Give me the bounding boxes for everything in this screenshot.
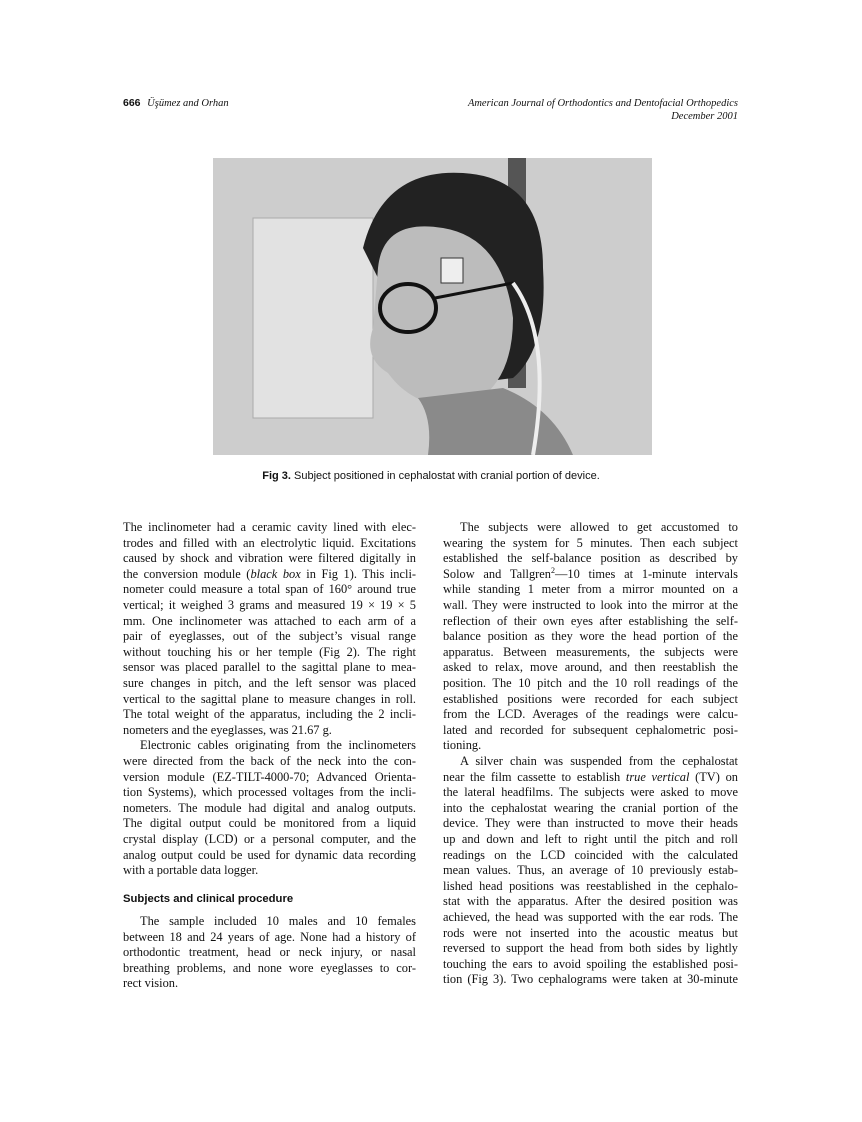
- text-line: [443, 893, 738, 909]
- text: Subjects and clinical procedure: [123, 893, 294, 905]
- figure-caption-text: Subject positioned in cephalostat with cranial portion of device.: [294, 470, 600, 482]
- text: device. They were than instructed to move their heads: [443, 816, 738, 830]
- text-line: [123, 753, 416, 769]
- text: wearing the system for 5 minutes. Then each subject: [443, 536, 738, 550]
- text-line: [123, 628, 416, 644]
- text-line: [443, 597, 738, 613]
- text-line: [443, 909, 738, 925]
- text: touching the ears to avoid spoiling the established posi-: [443, 957, 738, 971]
- text: stat with the apparatus. After the desired position was: [443, 894, 738, 908]
- text: reversed to support the head from both sides by lightly: [443, 941, 738, 955]
- text-line: [443, 862, 738, 878]
- text-line: [123, 847, 416, 863]
- text: without touching his or her temple (Fig 2). The right: [123, 645, 416, 659]
- text-line: [123, 691, 416, 707]
- text: reflection of their own eyes after establishing the self-: [443, 614, 738, 628]
- text: tioning.: [443, 738, 482, 752]
- text: (TV) on: [689, 770, 738, 784]
- text-line: [123, 581, 416, 597]
- film-cassette: [253, 218, 373, 418]
- text-line: [443, 847, 738, 863]
- text: mean values. Thus, an average of 10 previously estab-: [443, 863, 738, 877]
- text: readings on the LCD coincided with the calculated: [443, 848, 738, 862]
- text-line: [123, 519, 416, 535]
- text-line: [443, 550, 738, 566]
- text-line: [123, 975, 416, 991]
- text-line: [123, 831, 416, 847]
- reference-superscript: 2: [550, 565, 555, 575]
- text: crystal display (LCD) or a personal computer, and the: [123, 832, 416, 846]
- page-number: 666: [123, 97, 141, 109]
- text: Electronic cables originating from the inclinometers: [140, 738, 416, 752]
- text: asked to relax, move around, and then reestablish the: [443, 660, 738, 674]
- text-line: [123, 535, 416, 551]
- text-line: [123, 929, 416, 945]
- text: —10 times at 1-minute intervals: [554, 567, 739, 581]
- text: rect vision.: [123, 976, 179, 990]
- text-line: [443, 581, 738, 597]
- text-line: [123, 675, 416, 691]
- text-line: [123, 644, 416, 660]
- text-line: [123, 769, 416, 785]
- text: established positions were recorded for each subject: [443, 692, 738, 706]
- text-line: [123, 944, 416, 960]
- figure-label: Fig 3.: [262, 470, 291, 482]
- text-line: [123, 913, 416, 929]
- text-line: [123, 597, 416, 613]
- text-line: [123, 566, 416, 582]
- text: analog output could be used for dynamic data recording: [123, 848, 416, 862]
- text-line: [443, 644, 738, 660]
- text-line: [443, 519, 738, 535]
- text: breathing problems, and none wore eyeglasses to cor-: [123, 961, 416, 975]
- text-line: [123, 960, 416, 976]
- text-line: [443, 800, 738, 816]
- text-line: [443, 815, 738, 831]
- text-line: [123, 800, 416, 816]
- text: between 18 and 24 years of age. None had a history of: [123, 930, 416, 944]
- running-head-left: [123, 97, 229, 109]
- text-line: [443, 706, 738, 722]
- text-line: [123, 706, 416, 722]
- text: while standing 1 meter from a mirror mounted on a: [443, 582, 738, 596]
- text: The subjects were allowed to get accustomed to: [460, 520, 738, 534]
- text-line: [443, 675, 738, 691]
- text: trodes and filled with an electrolytic liquid. Excitations: [123, 536, 416, 550]
- text: nometers and the eyeglasses, was 21.67 g.: [123, 723, 332, 737]
- text-line: [123, 737, 416, 753]
- text: apparatus. Between measurements, the subjects were: [443, 645, 738, 659]
- text: lated and recorded for subsequent cephalometric posi-: [443, 723, 738, 737]
- text-line: [443, 784, 738, 800]
- figure-caption: [0, 470, 862, 482]
- text: tion Systems), which processed voltages from the incli-: [123, 785, 416, 799]
- text: the lateral headfilms. The subjects were asked to move: [443, 785, 738, 799]
- inclinometer: [441, 258, 463, 283]
- text-line: [443, 659, 738, 675]
- subject-photo-illustration: [213, 158, 652, 455]
- text-line: [443, 737, 738, 753]
- text: from the LCD. Averages of the readings were calcu-: [443, 707, 738, 721]
- text-line: [443, 831, 738, 847]
- text-line: [443, 971, 738, 987]
- text-line: [443, 613, 738, 629]
- text: established the self-balance position as described by: [443, 551, 738, 565]
- text-line: [443, 566, 738, 582]
- text: A silver chain was suspended from the cephalostat: [460, 754, 738, 768]
- section-heading: [123, 891, 416, 907]
- figure-3-photo: [213, 158, 652, 455]
- running-head-right: [468, 97, 738, 123]
- text-line: [123, 815, 416, 831]
- text-line: [443, 956, 738, 972]
- text: The digital output could be monitored from a liquid: [123, 816, 416, 830]
- text: Solow and Tallgren: [443, 567, 551, 581]
- text-line: [443, 691, 738, 707]
- text: The inclinometer had a ceramic cavity lined with elec-: [123, 520, 416, 534]
- italic-term: true vertical: [625, 770, 690, 784]
- text: The sample included 10 males and 10 females: [140, 914, 416, 928]
- text-line: [123, 613, 416, 629]
- text: position. The 10 pitch and the 10 roll readings of the: [443, 676, 738, 690]
- text-line: [443, 925, 738, 941]
- issue-date: December 2001: [671, 111, 738, 122]
- text: nometer could measure a total span of 160° around true: [123, 582, 416, 596]
- text-line: [443, 878, 738, 894]
- text-line: [443, 753, 738, 769]
- text: wall. They were instructed to look into the mirror at the: [443, 598, 738, 612]
- text: pair of eyeglasses, out of the subject’s visual range: [123, 629, 416, 643]
- text-line: [123, 784, 416, 800]
- text: with a portable data logger.: [123, 863, 259, 877]
- text: nometers. The module had digital and analog outputs.: [123, 801, 416, 815]
- text-line: [123, 722, 416, 738]
- text-line: [443, 628, 738, 644]
- journal-title: American Journal of Orthodontics and Dentofacial Orthopedics: [467, 98, 738, 109]
- text: vertical to the sagittal plane to measure changes in roll.: [123, 692, 416, 706]
- text: were directed from the back of the neck into the con-: [123, 754, 416, 768]
- text: sensor was placed parallel to the sagittal plane to mea-: [123, 660, 416, 674]
- text-line: [443, 769, 738, 785]
- text: lished head positions was reestablished in the cephalo-: [443, 879, 738, 893]
- text: rods were not inserted into the acoustic meatus but: [443, 926, 738, 940]
- text-line: [443, 722, 738, 738]
- text: sure changes in pitch, and the left sensor was placed: [123, 676, 416, 690]
- text: achieved, the head was supported with the ear rods. The: [443, 910, 738, 924]
- text-line: [123, 550, 416, 566]
- text-line: [123, 659, 416, 675]
- text: up and down and left to right until the pitch and roll: [443, 832, 738, 846]
- text: into the cephalostat wearing the cranial portion of the: [443, 801, 738, 815]
- text: The total weight of the apparatus, including the 2 incli-: [123, 707, 416, 721]
- italic-term: black box: [250, 567, 301, 581]
- text: in Fig 1). This incli-: [300, 567, 417, 581]
- text: version module (EZ-TILT-4000-70; Advanced Orienta-: [123, 770, 416, 784]
- text-line: [443, 940, 738, 956]
- text: mm. One inclinometer was attached to each arm of a: [123, 614, 416, 628]
- text: the conversion module (: [123, 567, 251, 581]
- text-line: [123, 862, 416, 878]
- text: tion (Fig 3). Two cephalograms were taken at 30-minute: [443, 972, 738, 986]
- text: near the film cassette to establish: [443, 770, 626, 784]
- authors: Üşümez and Orhan: [147, 98, 229, 109]
- text: caused by shock and vibration were filtered digitally in: [123, 551, 416, 565]
- text: orthodontic treatment, head or neck injury, or nasal: [123, 945, 416, 959]
- text: vertical; it weighed 3 grams and measured 19 × 19 × 5: [123, 598, 416, 612]
- text-line: [443, 535, 738, 551]
- text: balance position as they wore the head portion of the: [443, 629, 738, 643]
